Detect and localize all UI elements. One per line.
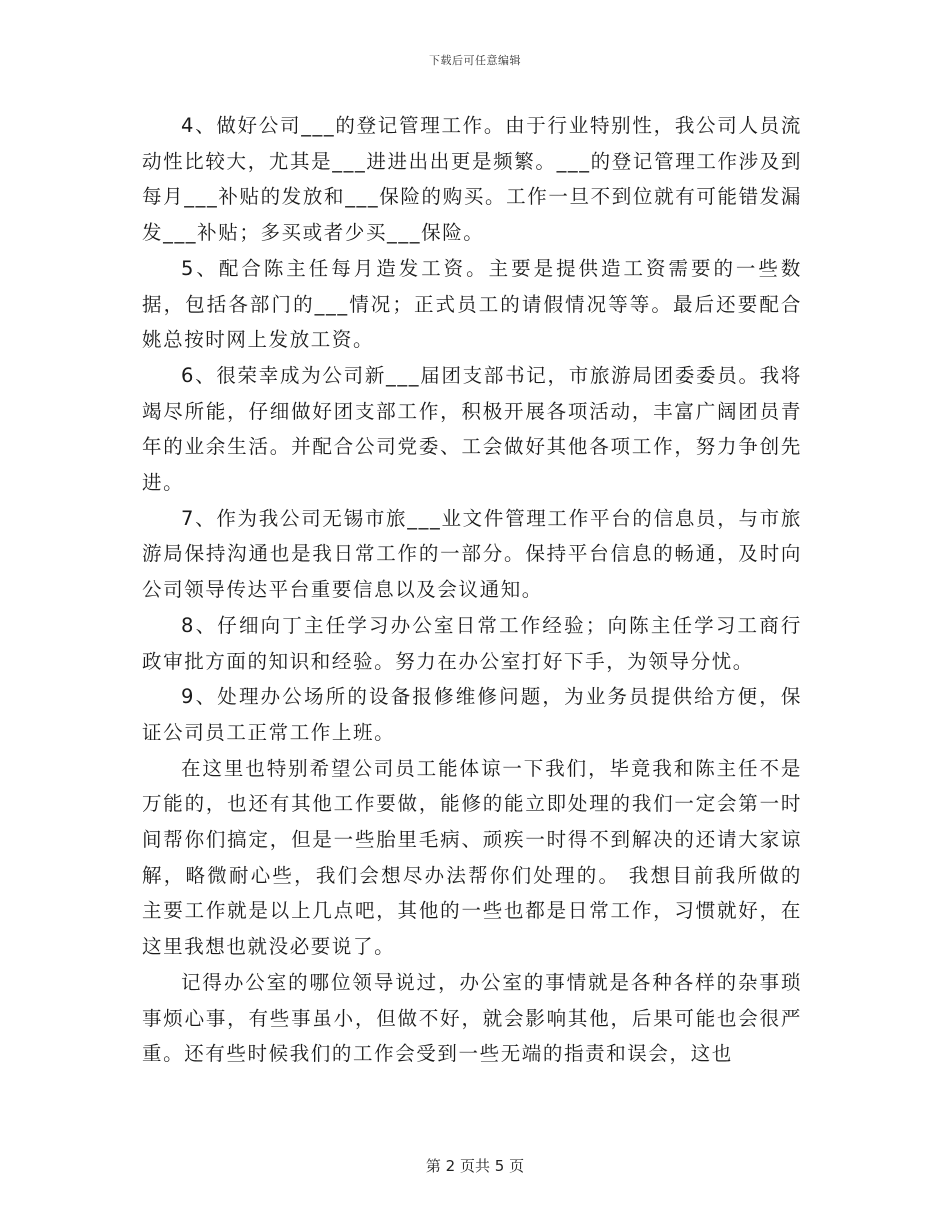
paragraph-office-matters: 记得办公室的哪位领导说过，办公室的事情就是各种各样的杂事琐事烦心事，有些事虽小，但做不好，就会影响其他，后果可能也会很严重。还有些时候我们的工作会受到一些无端的指责和误会，这也	[142, 970, 802, 1066]
paragraph-item-4: 4、做好公司___的登记管理工作。由于行业特别性，我公司人员流动性比较大，尤其是___进进出出更是频繁。___的登记管理工作涉及到每月___补贴的发放和___保险的购买。工作一旦不到位就有可能错发漏发___补贴；多买或者少买___保险。	[142, 114, 802, 245]
page-number: 第 2 页共 5 页	[425, 1157, 525, 1175]
paragraph-item-6: 6、很荣幸成为公司新___届团支部书记，市旅游局团委委员。我将竭尽所能，仔细做好团支部工作，积极开展各项活动，丰富广阔团员青年的业余生活。并配合公司党委、工会做好其他各项工作，努力争创先进。	[142, 363, 802, 495]
paragraph-item-5: 5、配合陈主任每月造发工资。主要是提供造工资需要的一些数据，包括各部门的___情况；正式员工的请假情况等等。最后还要配合姚总按时网上发放工资。	[142, 256, 802, 352]
paragraph-item-9: 9、处理办公场所的设备报修维修问题，为业务员提供给方便，保证公司员工正常工作上班。	[142, 685, 802, 744]
paragraph-understanding: 在这里也特别希望公司员工能体谅一下我们，毕竟我和陈主任不是万能的，也还有其他工作要做，能修的能立即处理的我们一定会第一时间帮你们搞定，但是一些胎里毛病、顽疾一时得不到解决的还请大家谅解，略微耐心些，我们会想尽办法帮你们处理的。 我想目前我所做的主要工作就是以上几点吧，其他的一些也都是日常工作，习惯就好，在这里我想也就没必要说了。	[142, 756, 802, 959]
paragraph-item-8: 8、仔细向丁主任学习办公室日常工作经验；向陈主任学习工商行政审批方面的知识和经验。努力在办公室打好下手，为领导分忧。	[142, 613, 802, 673]
paragraph-item-7: 7、作为我公司无锡市旅___业文件管理工作平台的信息员，与市旅游局保持沟通也是我日常工作的一部分。保持平台信息的畅通，及时向公司领导传达平台重要信息以及会议通知。	[142, 506, 802, 602]
document-body	[142, 108, 802, 1072]
page-header-note: 下载后可任意编辑	[429, 54, 521, 67]
